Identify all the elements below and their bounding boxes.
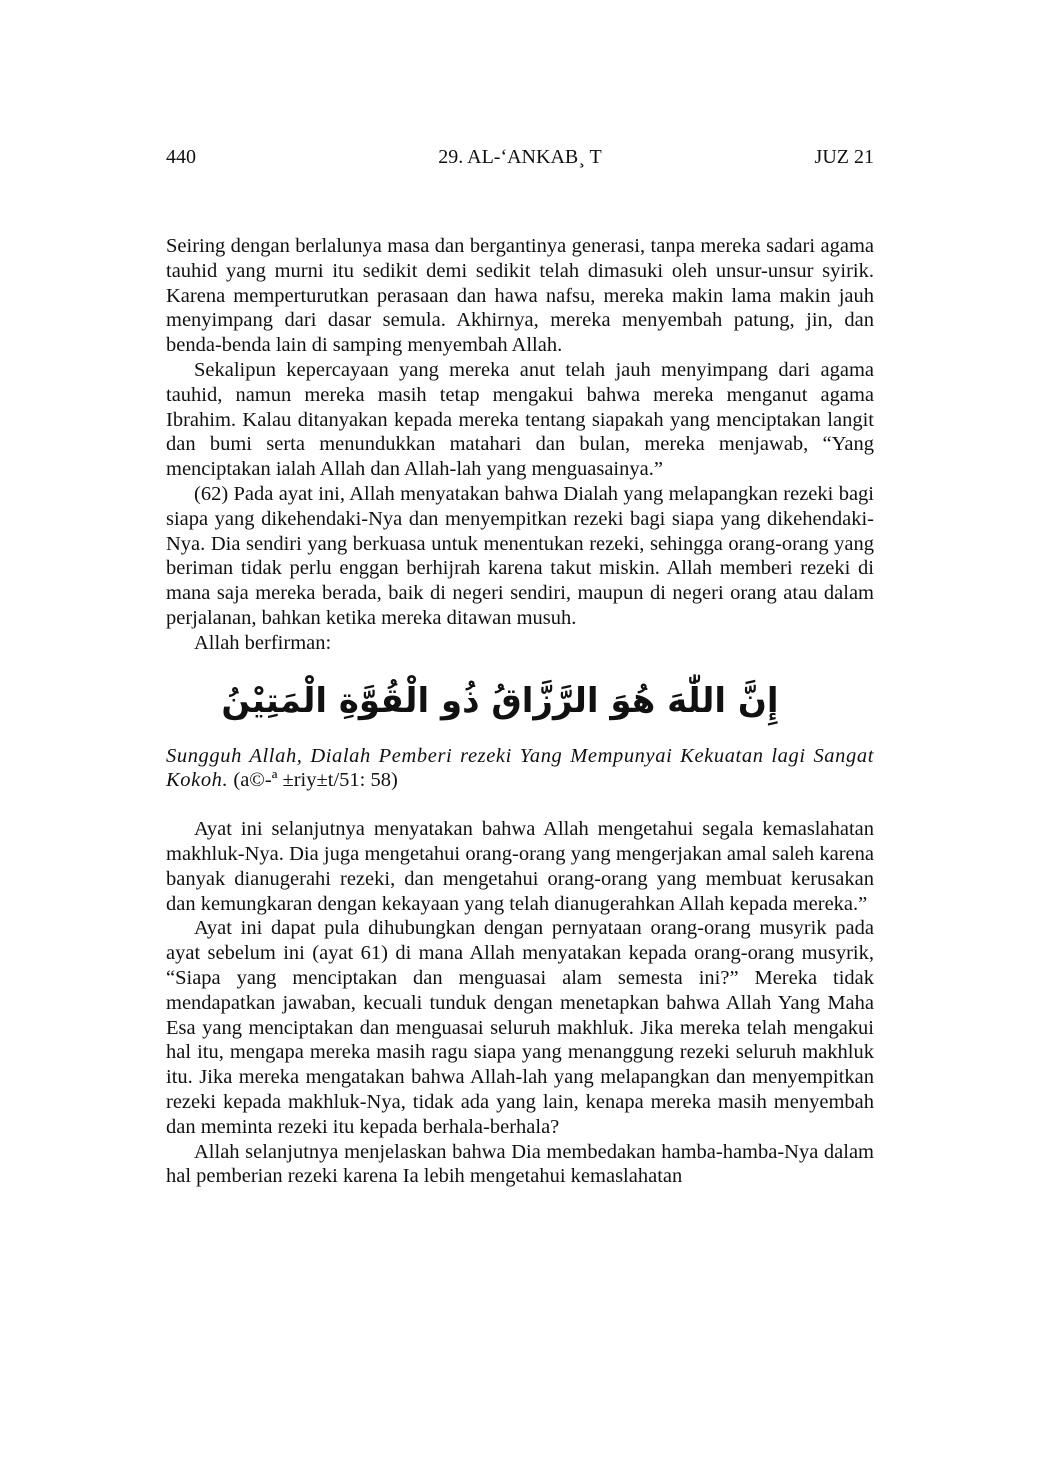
paragraph: Ayat ini dapat pula dihubungkan dengan pernyataan orang-orang musyrik pada ayat sebelum ini (ayat 61) di mana Allah menyatakan kepada orang-orang musyrik, “Siapa yang menciptakan dan menguasai alam semesta ini?” Mereka tidak mendapatkan jawaban, kecuali tunduk dengan menetapkan bahwa Allah Yang Maha Esa yang menciptakan dan menguasai seluruh makhluk. Jika mereka telah mengakui hal itu, mengapa mereka masih ragu siapa yang menanggung rezeki seluruh makhluk itu. Jika mereka mengatakan bahwa Allah-lah yang melapangkan dan menyempitkan rezeki kepada makhluk-Nya, tidak ada yang lain, kenapa mereka masih menyembah dan meminta rezeki itu kepada berhala-berhala? — [166, 917, 874, 1138]
page-number: 440 — [166, 146, 196, 168]
verse-translation — [166, 744, 874, 794]
paragraph: Allah selanjutnya menjelaskan bahwa Dia membedakan hamba-hamba-Nya dalam hal pemberian rezeki karena Ia lebih mengetahui kemaslahatan — [166, 1140, 874, 1188]
paragraph: (62) Pada ayat ini, Allah menyatakan bahwa Dialah yang melapangkan rezeki bagi siapa yang dikehendaki-Nya dan menyempitkan rezeki bagi siapa yang dikehendaki-Nya. Dia sendiri yang berkuasa untuk menentukan rezeki, sehingga orang-orang yang beriman tidak perlu enggan berhijrah karena takut miskin. Allah memberi rezeki di mana saja mereka berada, baik di negeri sendiri, maupun di negeri orang atau dalam perjalanan, bahkan ketika mereka ditawan musuh. — [166, 482, 874, 629]
juz-label: JUZ 21 — [814, 146, 874, 168]
verse-reference: (a©-ª ±riy±t/51: 58) — [228, 769, 398, 792]
paragraph: Allah berfirman: — [194, 631, 332, 654]
page-header — [166, 146, 874, 174]
paragraph: Ayat ini selanjutnya menyatakan bahwa Allah mengetahui segala kemaslahatan makhluk-Nya. Dia juga mengetahui orang-orang yang mengerjakan amal saleh karena banyak dianugerahi rezeki, dan mengetahui orang-orang yang membuat kerusakan dan kemungkaran dengan kekayaan yang telah dianugerahkan Allah kepada mereka.” — [166, 818, 874, 915]
spacer — [166, 793, 874, 817]
arabic-verse: إِنَّ اللّٰهَ هُوَ الرَّزَّاقُ ذُو الْقُوَّةِ الْمَتِيْنُ — [221, 680, 779, 721]
page-body — [166, 234, 874, 1189]
translation-text: Sungguh Allah, Dialah Pemberi rezeki Yang Mempunyai Kekuatan lagi Sangat Kokoh. — [166, 744, 874, 792]
paragraph: Seiring dengan berlalunya masa dan bergantinya generasi, tanpa mereka sadari agama tauhid yang murni itu sedikit demi sedikit telah dimasuki oleh unsur-unsur syirik. Karena memperturutkan perasaan dan hawa nafsu, mereka makin lama makin jauh menyimpang dari dasar semula. Akhirnya, mereka menyembah patung, jin, dan benda-benda lain di samping menyembah Allah. — [166, 235, 874, 357]
paragraph: Sekalipun kepercayaan yang mereka anut telah jauh menyimpang dari agama tauhid, namun mereka masih tetap mengakui bahwa mereka menganut agama Ibrahim. Kalau ditanyakan kepada mereka tentang siapakah yang menciptakan langit dan bumi serta menundukkan matahari dan bulan, mereka menjawab, “Yang menciptakan ialah Allah dan Allah-lah yang menguasainya.” — [166, 358, 874, 481]
surah-title: 29. AL-‘ANKAB¸ T — [438, 146, 602, 168]
